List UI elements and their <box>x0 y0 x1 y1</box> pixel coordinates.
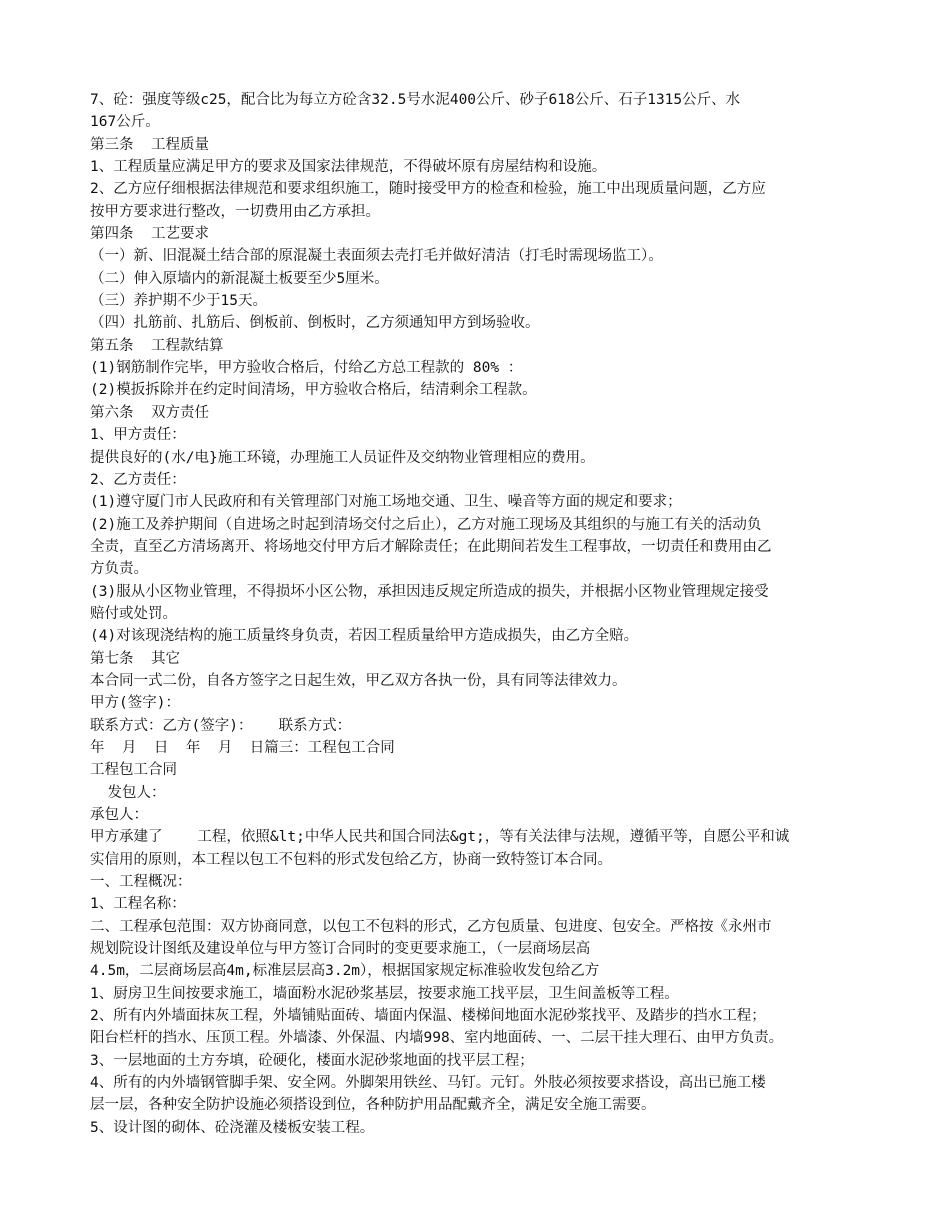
text-line: 2、乙方责任： <box>90 471 186 488</box>
text-line: (1)钢筋制作完毕，甲方验收合格后，付给乙方总工程款的 80% ： <box>90 360 523 377</box>
text-line: 甲方承建了 工程，依照&lt;中华人民共和国合同法&gt;，等有关法律与法规，遵循平等，自愿公平和诚 <box>90 829 790 846</box>
signature-line: 联系方式：乙方(签字)： 联系方式： <box>90 717 352 734</box>
text-line: 方负责。 <box>90 561 148 578</box>
text-line: (1)遵守厦门市人民政府和有关管理部门对施工场地交通、卫生、噪音等方面的规定和要求； <box>90 494 682 511</box>
text-line: 赔付或处罚。 <box>90 605 177 622</box>
text-line: （三）养护期不少于15天。 <box>90 293 267 310</box>
text-line: 按甲方要求进行整改，一切费用由乙方承担。 <box>90 203 380 220</box>
section-heading: 一、工程概况： <box>90 874 192 891</box>
text-line: （二）伸入原墙内的新混凝土板要至少5厘米。 <box>90 270 389 287</box>
text-line: 1、工程名称： <box>90 896 186 913</box>
section-heading: 第五条 工程款结算 <box>90 337 224 354</box>
text-line: 本合同一式二份，自各方签字之日起生效，甲乙双方各执一份，具有同等法律效力。 <box>90 672 627 689</box>
text-line: 1、工程质量应满足甲方的要求及国家法律规范，不得破坏原有房屋结构和设施。 <box>90 159 607 176</box>
text-line: (4)对该现浇结构的施工质量终身负责，若因工程质量给甲方造成损失，由乙方全赔。 <box>90 628 639 645</box>
text-line: 实信用的原则，本工程以包工不包料的形式发包给乙方，协商一致特签订本合同。 <box>90 851 612 868</box>
section-heading: 第三条 工程质量 <box>90 136 209 153</box>
text-line: 1、厨房卫生间按要求施工，墙面粉水泥砂浆基层，按要求施工找平层，卫生间盖板等工程。 <box>90 985 679 1002</box>
section-heading: 第七条 其它 <box>90 650 180 667</box>
text-line: (3)服从小区物业管理，不得损坏小区公物，承担因违反规定所造成的损失，并根据小区物业管理规定接受 <box>90 583 769 600</box>
party-line: 发包人： <box>90 784 166 801</box>
date-line: 年 月 日 年 月 日篇三：工程包工合同 <box>90 739 395 756</box>
text-line: 4、所有的内外墙钢管脚手架、安全网。外脚架用铁丝、马钉。元钉。外肢必须按要求搭设，高出已施工楼 <box>90 1075 766 1092</box>
section-heading: 第四条 工艺要求 <box>90 226 209 243</box>
text-line: 2、所有内外墙面抹灰工程，外墙铺贴面砖、墙面内保温、楼梯间地面水泥砂浆找平、及踏步的挡水工程； <box>90 1008 766 1025</box>
text-line: 1、甲方责任： <box>90 427 186 444</box>
document-body <box>90 89 870 1139</box>
text-line: 规划院设计图纸及建设单位与甲方签订合同时的变更要求施工，（一层商场层高 <box>90 941 591 958</box>
text-line: （一）新、旧混凝土结合部的原混凝土表面须去壳打毛并做好清洁（打毛时需现场监工）。 <box>90 248 663 265</box>
text-line: 二、工程承包范围：双方协商同意，以包工不包料的形式，乙方包质量、包进度、包安全。严格按《永州市 <box>90 918 772 935</box>
text-line: 7、砼：强度等级c25，配合比为每立方砼含32.5号水泥400公斤、砂子618公斤、石子1315公斤、水 <box>90 92 741 108</box>
text-line: (2)模扳拆除并在约定时间清场，甲方验收合格后，结清剩余工程款。 <box>90 382 537 399</box>
text-line: 阳台栏杆的挡水、压顶工程。外墙漆、外保温、内墙998、室内地面砖、一、二层干挂大理石、由甲方负责。 <box>90 1030 784 1047</box>
text-line: 3、一层地面的土方夯填，砼硬化，楼面水泥砂浆地面的找平层工程； <box>90 1052 534 1069</box>
text-line: 167公斤。 <box>90 114 160 131</box>
text-line: (2)施工及养护期间（自进场之时起到清场交付之后止），乙方对施工现场及其组织的与施工有关的活动负 <box>90 516 762 533</box>
text-line: 4.5m，二层商场层高4m,标准层层高3.2m），根据国家规定标准验收发包给乙方 <box>90 963 600 980</box>
text-line: 提供良好的(水/电}施工环镜，办理施工人员证件及交纳物业管理相应的费用。 <box>90 449 595 466</box>
section-heading: 第六条 双方责任 <box>90 404 209 421</box>
signature-line: 甲方(签字)： <box>90 695 180 712</box>
text-line: 层一层，各种安全防护设施必须搭设到位，各种防护用品配戴齐全，满足安全施工需要。 <box>90 1097 656 1114</box>
party-line: 承包人： <box>90 807 148 823</box>
text-line: 5、设计图的砌体、砼浇灌及楼板安装工程。 <box>90 1119 375 1136</box>
text-line: 全责，直至乙方清场离开、将场地交付甲方后才解除责任；在此期间若发生工程事故，一切责任和费用由乙 <box>90 538 772 555</box>
document-title: 工程包工合同 <box>90 762 177 779</box>
text-line: 2、乙方应仔细根据法律规范和要求组织施工，随时接受甲方的检查和检验，施工中出现质量问题，乙方应 <box>90 181 766 198</box>
text-line: （四）扎筋前、扎筋后、倒板前、倒板时，乙方须通知甲方到场验收。 <box>90 315 540 332</box>
